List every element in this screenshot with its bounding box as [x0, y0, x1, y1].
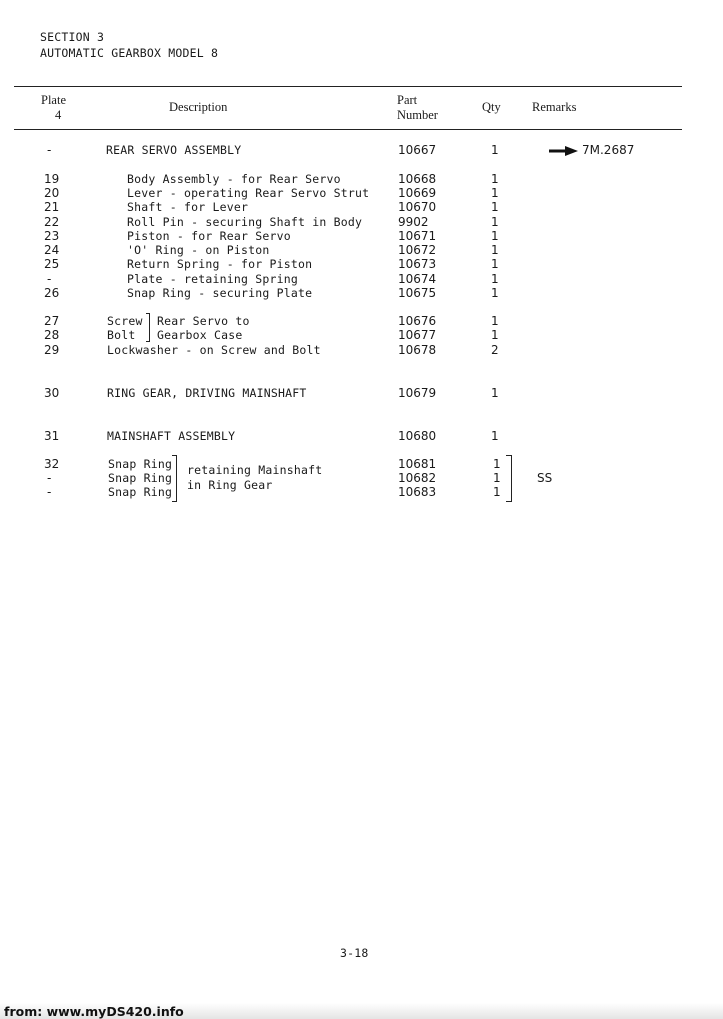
qty-cell: 1: [491, 172, 499, 186]
col-remarks-header: Remarks: [532, 100, 577, 114]
plate-cell: -: [47, 272, 52, 286]
qty-cell: 1: [491, 200, 499, 214]
snap-ring-desc-line2: in Ring Gear: [187, 478, 273, 492]
col-qty-header: Qty: [482, 100, 501, 114]
col-part-header-line2: Number: [397, 108, 438, 122]
plate-cell: 21: [44, 200, 60, 214]
qty-cell: 1: [491, 429, 499, 443]
qty-cell: 1: [491, 328, 499, 342]
part-cell: 10679: [398, 386, 437, 400]
plate-cell: 30: [44, 386, 60, 400]
col-part-header-line1: Part: [397, 93, 418, 107]
desc-cell: Snap Ring - securing Plate: [127, 286, 313, 300]
remark-cell: 7M.2687: [582, 143, 635, 157]
plate-cell: -: [47, 143, 52, 157]
part-cell: 10669: [398, 186, 437, 200]
part-cell: 10674: [398, 272, 437, 286]
desc-cell: Lockwasher - on Screw and Bolt: [107, 343, 321, 357]
plate-cell: 31: [44, 429, 60, 443]
desc-cell: REAR SERVO ASSEMBLY: [106, 143, 242, 157]
qty-cell: 2: [491, 343, 499, 357]
screw-bolt-bracket: [146, 313, 150, 342]
desc-cell: Body Assembly - for Rear Servo: [127, 172, 341, 186]
part-cell: 10678: [398, 343, 437, 357]
part-cell: 10681: [398, 457, 437, 471]
desc-cell: Shaft - for Lever: [127, 200, 249, 214]
plate-cell: 27: [44, 314, 60, 328]
part-cell: 10670: [398, 200, 437, 214]
screw-bolt-desc-line2: Gearbox Case: [157, 328, 243, 342]
plate-cell: 28: [44, 328, 60, 342]
snap-ring-remark: SS: [537, 471, 553, 485]
desc-cell: RING GEAR, DRIVING MAINSHAFT: [107, 386, 307, 400]
plate-cell: 22: [44, 215, 60, 229]
table-header-rule: [14, 129, 682, 130]
qty-cell: 1: [493, 471, 501, 485]
qty-cell: 1: [491, 229, 499, 243]
table-top-rule: [14, 86, 682, 87]
part-cell: 10675: [398, 286, 437, 300]
section-title: AUTOMATIC GEARBOX MODEL 8: [40, 46, 219, 60]
qty-cell: 1: [491, 257, 499, 271]
qty-cell: 1: [491, 386, 499, 400]
qty-cell: 1: [491, 314, 499, 328]
part-cell: 10677: [398, 328, 437, 342]
desc-cell: Snap Ring: [108, 457, 173, 471]
desc-cell: MAINSHAFT ASSEMBLY: [107, 429, 236, 443]
desc-cell: Piston - for Rear Servo: [127, 229, 291, 243]
page-number: 3-18: [340, 946, 369, 960]
plate-cell: 25: [44, 257, 60, 271]
arrow-right-icon: [549, 146, 579, 156]
part-cell: 10682: [398, 471, 437, 485]
desc-cell: Plate - retaining Spring: [127, 272, 298, 286]
section-label: SECTION 3: [40, 30, 105, 44]
desc-cell: Screw: [107, 314, 143, 328]
plate-cell: 26: [44, 286, 60, 300]
plate-cell: -: [47, 471, 52, 485]
plate-cell: 24: [44, 243, 60, 257]
qty-cell: 1: [491, 186, 499, 200]
part-cell: 10673: [398, 257, 437, 271]
desc-cell: Snap Ring: [108, 471, 173, 485]
plate-cell: 23: [44, 229, 60, 243]
part-cell: 10676: [398, 314, 437, 328]
desc-cell: Snap Ring: [108, 485, 173, 499]
part-cell: 10680: [398, 429, 437, 443]
snap-ring-desc-line1: retaining Mainshaft: [187, 463, 323, 477]
part-cell: 10672: [398, 243, 437, 257]
plate-cell: 20: [44, 186, 60, 200]
col-plate-header: Plate: [41, 93, 66, 107]
part-cell: 9902: [398, 215, 429, 229]
snap-ring-desc-bracket: [172, 455, 177, 502]
qty-cell: 1: [491, 215, 499, 229]
desc-cell: Bolt: [107, 328, 136, 342]
desc-cell: Lever - operating Rear Servo Strut: [127, 186, 370, 200]
part-cell: 10671: [398, 229, 437, 243]
qty-cell: 1: [491, 243, 499, 257]
qty-cell: 1: [493, 457, 501, 471]
desc-cell: Roll Pin - securing Shaft in Body: [127, 215, 363, 229]
qty-cell: 1: [491, 286, 499, 300]
plate-cell: 29: [44, 343, 60, 357]
plate-cell: 19: [44, 172, 60, 186]
screw-bolt-desc-line1: Rear Servo to: [157, 314, 250, 328]
part-cell: 10667: [398, 143, 437, 157]
plate-cell: 32: [44, 457, 60, 471]
part-cell: 10668: [398, 172, 437, 186]
qty-cell: 1: [493, 485, 501, 499]
desc-cell: Return Spring - for Piston: [127, 257, 313, 271]
desc-cell: 'O' Ring - on Piston: [127, 243, 270, 257]
plate-cell: -: [47, 485, 52, 499]
qty-cell: 1: [491, 143, 499, 157]
col-description-header: Description: [169, 100, 228, 114]
qty-cell: 1: [491, 272, 499, 286]
snap-ring-qty-bracket: [506, 455, 512, 502]
col-plate-number: 4: [55, 108, 62, 122]
source-footer: from: www.myDS420.info: [4, 1004, 184, 1019]
part-cell: 10683: [398, 485, 437, 499]
